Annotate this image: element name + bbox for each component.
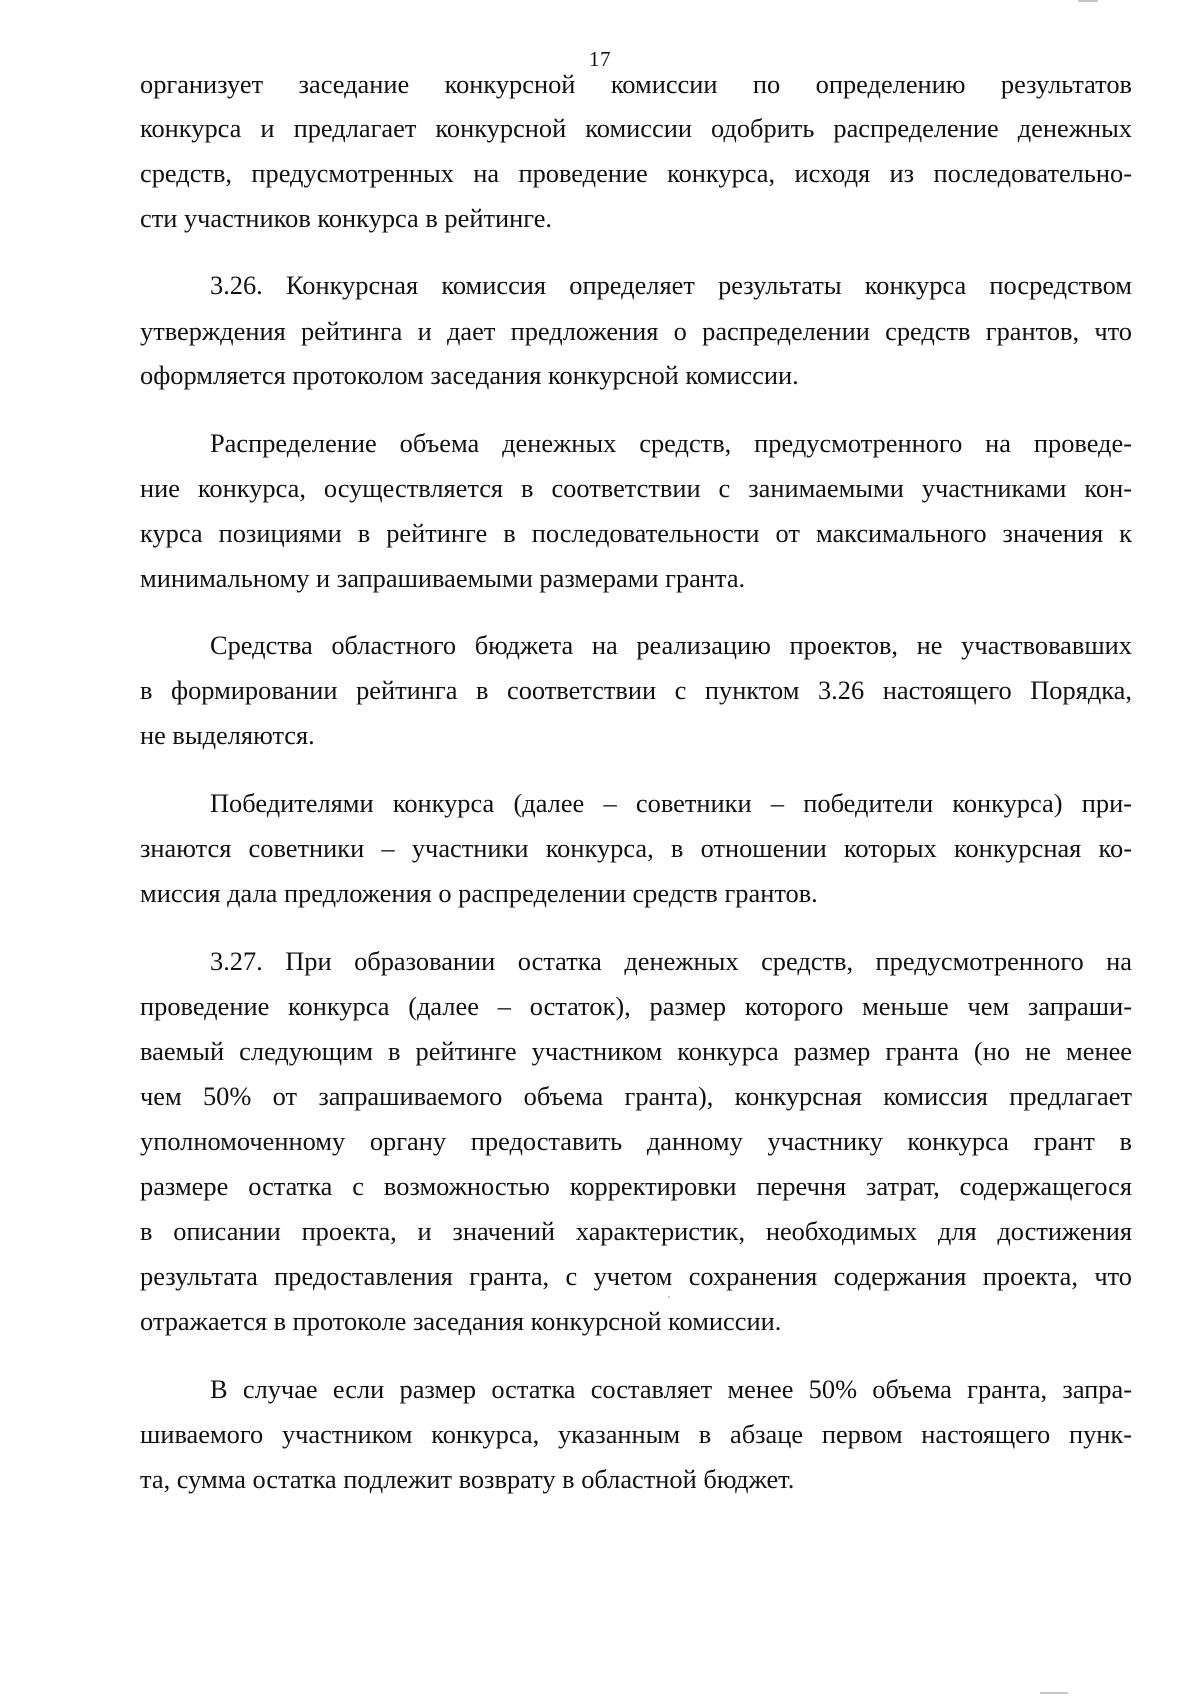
paragraph-1-line-2: конкурса и предлагает конкурсной комиссии одобрить распределение денежных — [140, 113, 1132, 143]
paragraph-7-line-3: та, сумма остатка подлежит возврату в областной бюджет. — [140, 1464, 795, 1494]
paragraph-3-line-2: ние конкурса, осуществляется в соответствии с занимаемыми участниками кон- — [140, 473, 1132, 503]
paragraph-6-line-6: размере остатка с возможностью корректировки перечня затрат, содержащегося — [140, 1171, 1132, 1201]
paragraph-3-line-4: минимальному и запрашиваемыми размерами гранта. — [140, 563, 746, 593]
paragraph-6-line-9: отражается в протоколе заседания конкурсной комиссии. — [140, 1306, 782, 1336]
paragraph-6-line-4: чем 50% от запрашиваемого объема гранта), конкурсная комиссия предлагает — [140, 1081, 1132, 1111]
paragraph-1-line-1: организует заседание конкурсной комиссии по определению результатов — [140, 69, 1132, 99]
paragraph-3-line-1: Распределение объема денежных средств, предусмотренного на проведе- — [210, 428, 1132, 458]
page-number: 17 — [589, 47, 611, 71]
paragraph-3-line-3: курса позициями в рейтинге в последовательности от максимального значения к — [140, 518, 1132, 548]
paragraph-4-line-3: не выделяются. — [140, 720, 315, 750]
paragraph-2-line-1: 3.26. Конкурсная комиссия определяет результаты конкурса посредством — [210, 270, 1132, 300]
paragraph-7-line-2: шиваемого участником конкурса, указанным в абзаце первом настоящего пунк- — [140, 1419, 1132, 1449]
paragraph-2-line-3: оформляется протоколом заседания конкурсной комиссии. — [140, 360, 799, 390]
paragraph-6-line-2: проведение конкурса (далее – остаток), размер которого меньше чем запраши- — [140, 991, 1132, 1021]
paragraph-6-line-1: 3.27. При образовании остатка денежных средств, предусмотренного на — [210, 946, 1132, 976]
paragraph-4-line-2: в формировании рейтинга в соответствии с пунктом 3.26 настоящего Порядка, — [140, 675, 1132, 705]
paragraph-5-line-3: миссия дала предложения о распределении средств грантов. — [140, 878, 818, 908]
scan-mark-top-right — [1078, 0, 1098, 2]
paragraph-6-line-5: уполномоченному органу предоставить данному участнику конкурса грант в — [140, 1126, 1132, 1156]
paragraph-1-line-4: сти участников конкурса в рейтинге. — [140, 203, 553, 233]
paragraph-7-line-1: В случае если размер остатка составляет менее 50% объема гранта, запра- — [210, 1374, 1132, 1404]
scan-mark-bottom-right — [1040, 1692, 1068, 1694]
paragraph-6-line-3: ваемый следующим в рейтинге участником конкурса размер гранта (но не менее — [140, 1036, 1132, 1066]
paragraph-2-line-2: утверждения рейтинга и дает предложения о распределении средств грантов, что — [140, 316, 1132, 346]
paragraph-4-line-1: Средства областного бюджета на реализацию проектов, не участвовавших — [210, 630, 1132, 660]
paragraph-6-line-8: результата предоставления гранта, с учетом сохранения содержания проекта, что — [140, 1261, 1132, 1291]
paragraph-5-line-1: Победителями конкурса (далее – советники – победители конкурса) при- — [210, 788, 1132, 818]
paragraph-1-line-3: средств, предусмотренных на проведение конкурса, исходя из последовательно- — [140, 158, 1132, 188]
paragraph-6-line-7: в описании проекта, и значений характеристик, необходимых для достижения — [140, 1216, 1132, 1246]
paragraph-5-line-2: знаются советники – участники конкурса, в отношении которых конкурсная ко- — [140, 833, 1132, 863]
scan-mark-small-dot — [668, 1296, 670, 1298]
